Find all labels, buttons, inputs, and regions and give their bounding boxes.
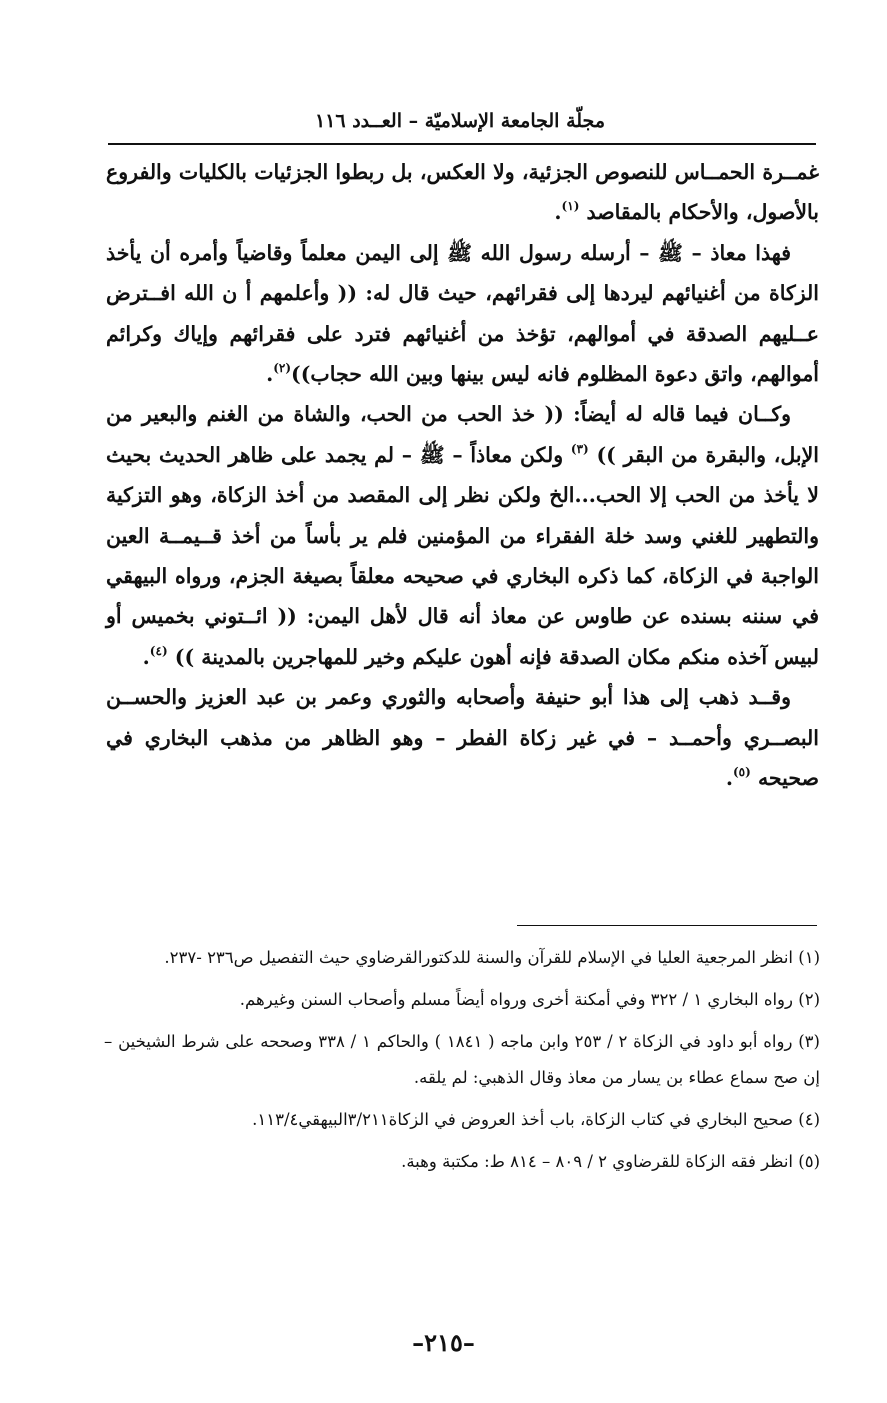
paragraph-2: فهذا معاذ – ﷺ – أرسله رسول الله ﷺ إلى اليمن معلماً وقاضياً وأمره أن يأخذ الزكاة من أغنيائهم ليردها إلى فقرائهم، حيث قال له: (( وأعلمهم أ ن الله افــترض عــليهم الصدقة في أموالهم، تؤخذ من أغنيائهم فترد على فقرائهم وإياك وكرائم أموالهم، واتق دعوة المظلوم فانه ليس بينها وبين الله حجاب))$^{(٢)}$. [106,240,819,387]
note-ref-1: (١) [561,199,580,214]
main-text [106,152,819,799]
page-number: –٢١٥– [412,1328,475,1357]
paragraph-text: غمــرة الحمــاس للنصوص الجزئية، ولا العكس، بل ربطوا الجزئيات بالكليات والفروع بالأصول، والأحكام بالمقاصد [106,160,819,225]
footnote-rule [517,925,817,926]
footnote-4: (٤) صحيح البخاري في كتاب الزكاة، باب أخذ العروض في الزكاة٣/٢١١البيهقي١١٣/٤. [252,1110,820,1129]
paragraph-text: وقــد ذهب إلى هذا أبو حنيفة وأصحابه والثوري وعمر بن عبد العزيز والحســن البصــري وأحمــد – في غير زكاة الفطر – وهو الظاهر من مذهب البخاري في صحيحه [106,685,819,791]
note-ref-5: (٥) [732,765,751,780]
footnote-5: (٥) انظر فقه الزكاة للقرضاوي ٢ / ٨٠٩ – ٨١٤ ط: مكتبة وهبة. [401,1152,820,1171]
header-rule [108,143,816,145]
note-ref-4: (٤) [149,643,168,658]
note-ref-2: (٢) [273,361,292,376]
paragraph-3: وكــان فيما قاله له أيضاً: (( خذ الحب من الحب، والشاة من الغنم والبعير من الإبل، والبقرة من البقر )) $^{(٣)}$ ولكن معاذاً – ﷺ – لم يجمد على ظاهر الحديث بحيث لا يأخذ من الحب إلا الحب...الخ ولكن نظر إلى المقصد من أخذ الزكاة، وهو التزكية والتطهير للغني وسد خلة الفقراء من المؤمنين فلم ير بأساً من أخذ قــيمــة العين الواجبة في الزكاة، كما ذكره البخاري في صحيحه معلقاً بصيغة الجزم، ورواه البيهقي في سننه بسنده عن طاوس عن معاذ أنه قال لأهل اليمن: (( ائــتوني بخميس أو لبيس آخذه منكم مكان الصدقة فإنه أهون عليكم وخير للمهاجرين بالمدينة )) $^{(٤)}$. [106,402,819,669]
paragraph-text: وكــان فيما قاله له أيضاً: (( خذ الحب من الحب، والشاة من الغنم والبعير من الإبل، والبقرة من البقر )) [106,402,819,467]
paragraph-4: وقــد ذهب إلى هذا أبو حنيفة وأصحابه والثوري وعمر بن عبد العزيز والحســن البصــري وأحمــد – في غير زكاة الفطر – وهو الظاهر من مذهب البخاري في صحيحه $^{(٥)}$. [106,685,819,791]
paragraph-text: ولكن معاذاً – ﷺ – لم يجمد على ظاهر الحديث بحيث لا يأخذ من الحب إلا الحب...الخ ولكن نظر إلى المقصد من أخذ الزكاة، وهو التزكية والتطهير للغني وسد خلة الفقراء من المؤمنين فلم ير بأساً من أخذ قــيمــة العين الواجبة في الزكاة، كما ذكره البخاري في صحيحه معلقاً بصيغة الجزم، ورواه البيهقي في سننه بسنده عن طاوس عن معاذ أنه قال لأهل اليمن: (( ائــتوني بخميس أو لبيس آخذه منكم مكان الصدقة فإنه أهون عليكم وخير للمهاجرين بالمدينة )) [106,442,819,669]
footnote-3: (٣) رواه أبو داود في الزكاة ٢ / ٢٥٣ وابن ماجه ( ١٨٤١ ) والحاكم ١ / ٣٣٨ وصححه على شرط الشيخين – إن صح سماع عطاء بن يسار من معاذ وقال الذهبي: لم يلقه. [104,1032,820,1087]
footnote-1: (١) انظر المرجعية العليا في الإسلام للقرآن والسنة للدكتورالقرضاوي حيث التفصيل ص٢٣٦ -٢٣٧. [164,948,820,967]
paragraph-1: غمــرة الحمــاس للنصوص الجزئية، ولا العكس، بل ربطوا الجزئيات بالكليات والفروع بالأصول، والأحكام بالمقاصد $^{(١)}$. [106,160,819,225]
paragraph-text: فهذا معاذ – ﷺ – أرسله رسول الله ﷺ إلى اليمن معلماً وقاضياً وأمره أن يأخذ الزكاة من أغنيائهم ليردها إلى فقرائهم، حيث قال له: (( وأعلمهم أ ن الله افــترض عــليهم الصدقة في أموالهم، تؤخذ من أغنيائهم فترد على فقرائهم وإياك وكرائم أموالهم، واتق دعوة المظلوم فانه ليس بينها وبين الله حجاب)) [106,240,819,387]
footnotes [104,940,820,1186]
footnote-2: (٢) رواه البخاري ١ / ٣٢٢ وفي أمكنة أخرى ورواه أيضاً مسلم وأصحاب السنن وغيرهم. [239,990,820,1009]
note-ref-3: (٣) [570,441,589,456]
running-head: مجلّة الجامعة الإسلاميّة – العــدد ١١٦ [314,110,605,132]
